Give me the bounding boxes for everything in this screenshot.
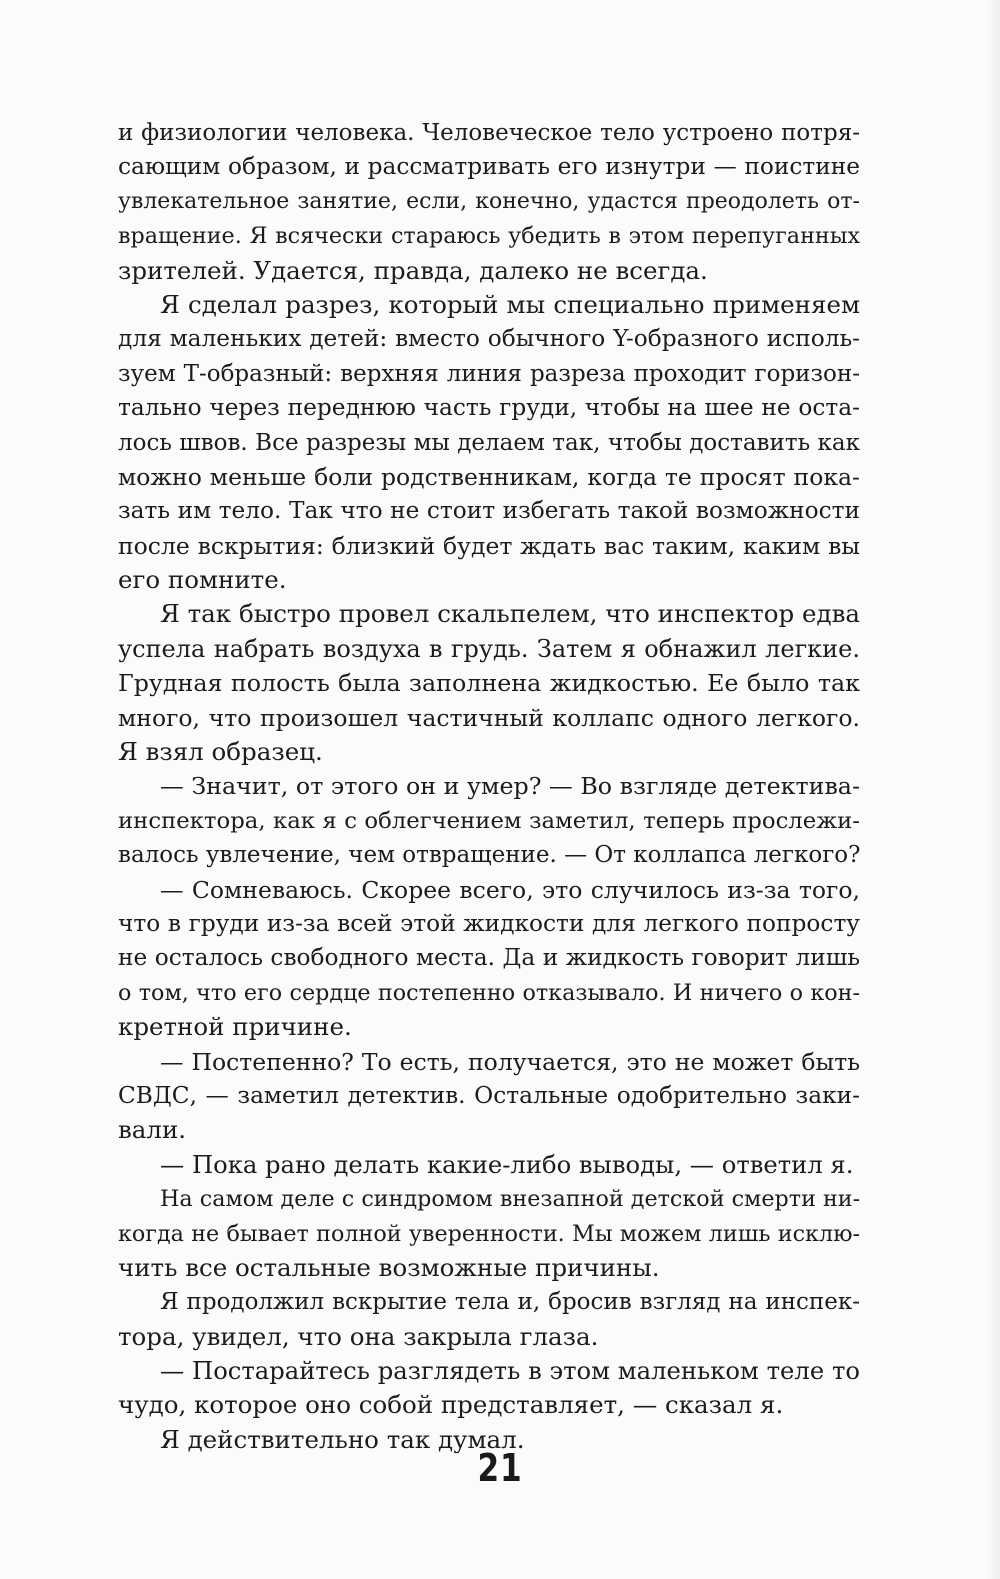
text-line: успела набрать воздуха в грудь. Затем я обнажил легкие. xyxy=(118,634,860,663)
text-line: вращение. Я всячески стараюсь убедить в этом перепуганных xyxy=(118,223,860,250)
text-line: — Значит, от этого он и умер? — Во взгляде детектива- xyxy=(160,772,860,801)
text-line: чить все остальные возможные причины. xyxy=(118,1252,660,1282)
text-line: сающим образом, и рассматривать его изнутри — поистине xyxy=(118,153,860,181)
text-line: тально через переднюю часть груди, чтобы на шее не оста- xyxy=(118,394,860,422)
page-number: 21 xyxy=(477,1446,523,1490)
text-line: что в груди из-за всей этой жидкости для легкого попросту xyxy=(118,909,860,937)
text-line: чудо, которое оно собой представляет, — сказал я. xyxy=(118,1390,784,1420)
text-line: о том, что его сердце постепенно отказывало. И ничего о кон- xyxy=(118,979,860,1006)
text-line: СВДС, — заметил детектив. Остальные одобрительно заки- xyxy=(118,1081,860,1109)
text-line: зать им тело. Так что не стоит избегать такой возможности xyxy=(118,497,860,525)
text-line: валось увлечение, чем отвращение. — От коллапса легкого? xyxy=(118,842,861,869)
text-line: — Постепенно? То есть, получается, это не может быть xyxy=(160,1047,860,1076)
text-line: Я продолжил вскрытие тела и, бросив взгляд на инспек- xyxy=(160,1289,860,1316)
body-text xyxy=(118,116,860,1457)
text-line: много, что произошел частичный коллапс одного легкого. xyxy=(118,703,860,732)
text-line: — Сомневаюсь. Скорее всего, это случилось из-за того, xyxy=(160,875,860,904)
text-line: можно меньше боли родственникам, когда те просят пока- xyxy=(118,462,860,491)
text-line: его помните. xyxy=(118,565,287,595)
text-line: Я действительно так думал. xyxy=(160,1424,525,1454)
text-line: когда не бывает полной уверенности. Мы можем лишь исклю- xyxy=(118,1220,860,1247)
text-line: увлекательное занятие, если, конечно, удастся преодолеть от- xyxy=(118,188,860,214)
text-line: лось швов. Все разрезы мы делаем так, чтобы доставить как xyxy=(118,429,860,456)
text-line: не осталось свободного места. Да и жидкость говорит лишь xyxy=(118,944,860,972)
text-line: зрителей. Удается, правда, далеко не всегда. xyxy=(118,255,708,285)
text-line: тора, увидел, что она закрыла глаза. xyxy=(118,1321,599,1351)
text-line: и физиологии человека. Человеческое тело устроено потря- xyxy=(118,120,860,146)
page-edge-shadow xyxy=(986,0,1000,1579)
text-line: для маленьких детей: вместо обычного Y-образного исполь- xyxy=(118,325,860,353)
text-line: — Пока рано делать какие-либо выводы, — ответил я. xyxy=(160,1149,854,1179)
text-line: На самом деле с синдромом внезапной детской смерти ни- xyxy=(160,1186,861,1213)
text-line: — Постарайтесь разглядеть в этом маленьком теле то xyxy=(160,1356,860,1386)
text-line: кретной причине. xyxy=(118,1012,352,1042)
text-line: Я сделал разрез, который мы специально применяем xyxy=(160,289,860,319)
text-line: Грудная полость была заполнена жидкостью. Ее было так xyxy=(118,669,860,698)
text-line: инспектора, как я с облегчением заметил, теперь прослежи- xyxy=(118,807,860,834)
text-line: после вскрытия: близкий будет ждать вас таким, каким вы xyxy=(118,531,860,560)
text-line: Я взял образец. xyxy=(118,737,323,767)
text-line: зуем Т-образный: верхняя линия разреза проходит горизон- xyxy=(118,360,860,387)
text-line: вали. xyxy=(118,1115,187,1145)
text-line: Я так быстро провел скальпелем, что инспектор едва xyxy=(160,599,860,629)
